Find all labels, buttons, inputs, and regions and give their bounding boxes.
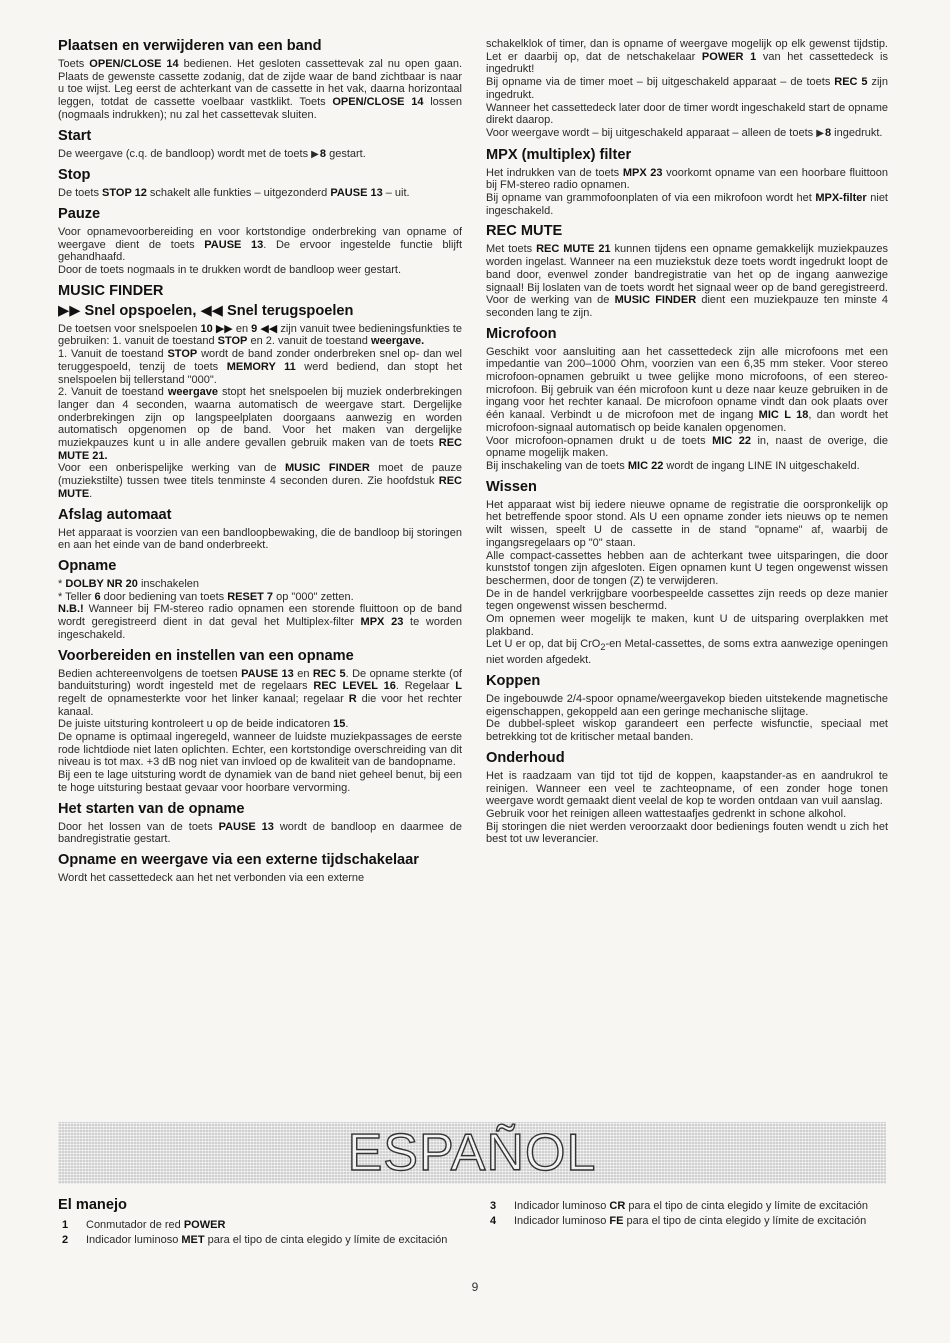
section-body: Toets OPEN/CLOSE 14 bedienen. Het gesloten cassettevak zal nu open gaan. Plaats de gewenste cassette zodanig, dat de zijde waar de band zichtbaar is naar u toe wijst. Leg eerst de achterkant van de cassette in het vak, daarna horizontaal leggen, totdat de cassette voelbaar vastklikt. Toets OPEN/CLOSE 14 lossen (nogmaals indrukken); nu zal het cassettevak sluiten.	[58, 58, 463, 121]
section-body: Voor opnamevoorbereiding en voor kortstondige onderbreking van opname of weergave dient de toets PAUSE 13. De ervoor ingestelde functie blijft gehandhaafd. Door de toets nogmaals in te drukken wordt de bandloop weer gestart.	[58, 225, 462, 277]
item-text: Conmutador de red POWER	[86, 1219, 226, 1231]
item-text: Indicador luminoso MET para el tipo de cinta elegido y límite de excitación	[86, 1233, 448, 1246]
right-section	[486, 673, 888, 744]
right-section	[486, 750, 888, 846]
left-section	[58, 648, 462, 795]
left-section	[58, 167, 462, 200]
list-item	[486, 1200, 888, 1213]
section-heading: Start	[58, 127, 92, 144]
item-text: Indicador luminoso CR para el tipo de cinta elegido y límite de excitación	[514, 1200, 869, 1212]
section-heading: Afslag automaat	[58, 506, 172, 523]
espanol-right-list	[486, 1200, 888, 1227]
section-heading: Microfoon	[486, 325, 557, 342]
section-body: Door het lossen van de toets PAUSE 13 wordt de bandloop en daarmee de bandregistratie gestart.	[58, 820, 463, 846]
item-number: 2	[62, 1233, 69, 1246]
right-section	[486, 38, 888, 141]
section-body: De toetsen voor snelspoelen 10 ▶▶ en 9 ◀◀ zijn vanuit twee bedieningsfunkties te gebruiken: 1. vanuit de toestand STOP en 2. vanuit de toestand weergave. 1. Vanuit de toestand STOP wordt de band zonder onderbreken snel op- dan wel teruggespoeld, tenzij de toets MEMORY 11 werd bediend, dan stopt het snelspoelen bij tellerstand "000". 2. Vanuit de toestand weergave stopt het snelspoelen bij muziek onderbrekingen langer dan 4 seconden, waarna automatisch de weergave start. Dergelijke onderbrekingen zijn op langspeelplaten doorgaans aanwezig en worden automatisch opgenomen op de band. Voor het maken van dergelijke muziekpauzes kunt u in alle andere gevallen gebruik maken van de toets REC MUTE 21. Voor een onberispelijke werking van de MUSIC FINDER moet de pauze (muziekstilte) tussen twee titels tenminste 4 seconden duren. Zie hoofdstuk REC MUTE.	[58, 322, 463, 500]
left-section	[58, 128, 462, 162]
espanol-left-list	[58, 1219, 462, 1246]
page-number: 9	[471, 1280, 479, 1294]
section-heading: Wissen	[486, 478, 537, 495]
right-section	[486, 223, 888, 319]
right-section	[486, 147, 888, 218]
section-body: * DOLBY NR 20 inschakelen * Teller 6 door bediening van toets RESET 7 op "000" zetten. N.B.! Wanneer bij FM-stereo radio opnamen een storende fluittoon op de band wordt geregistreerd dient in dat geval het Multiplex-filter MPX 23 te worden ingeschakeld.	[58, 577, 462, 641]
banner-title: ESPAÑOL	[347, 1124, 597, 1182]
section-heading: Plaatsen en verwijderen van een band	[58, 38, 322, 54]
section-body: schakelklok of timer, dan is opname of weergave mogelijk op elk gewenst tijdstip. Let er daarbij op, dat de netschakelaar POWER 1 van het cassettedeck is ingedrukt! Bij opname via de timer moet – bij uitgeschakeld apparaat – de toets REC 5 zijn ingedrukt. Wanneer het cassettedeck later door de timer wordt ingeschakeld start de opname direkt daarop. Voor weergave wordt – bij uitgeschakeld apparaat – alleen de toets ▶ 8 ingedrukt.	[486, 38, 889, 139]
section-heading: MUSIC FINDER	[58, 282, 164, 299]
left-section	[58, 801, 462, 846]
left-section	[58, 38, 462, 122]
language-banner	[58, 1122, 886, 1184]
section-body: Geschikt voor aansluiting aan het cassettedeck zijn alle microfoons met een impedantie van 200–1000 Ohm, voorzien van een 6,35 mm steker. Voor stereo microfoon-opnamen gebruikt u twee gelijke mono microfoons, of een stereo-microfoon. Bij gebruik van één microfoon kunt u deze naar keuze gebruiken in de ingang voor het rechter kanaal. De microfoon opname vindt dan ook plaats over één kanaal. Verbindt u de microfoon met de ingang MIC L 18, dan wordt het microfoon-signaal automatisch op beide kanalen opgenomen. Voor microfoon-opnamen drukt u de toets MIC 22 in, naast de overige, die opname mogelijk maken. Bij inschakeling van de toets MIC 22 wordt de ingang LINE IN uitgeschakeld.	[486, 345, 888, 472]
list-item	[486, 1215, 888, 1228]
right-section	[486, 479, 888, 667]
right-section	[486, 326, 888, 473]
section-heading: Het starten van de opname	[58, 800, 245, 817]
section-body: De weergave (c.q. de bandloop) wordt met de toets ▶ 8 gestart.	[58, 147, 366, 160]
espanol-heading: El manejo	[58, 1197, 127, 1213]
left-column	[58, 38, 462, 891]
section-heading: Stop	[58, 167, 91, 184]
section-heading: Voorbereiden en instellen van een opname	[58, 647, 354, 664]
section-heading: Pauze	[58, 205, 101, 222]
section-body: De toets STOP 12 schakelt alle funkties – uitgezonderd PAUSE 13 – uit.	[58, 187, 410, 200]
left-section	[58, 507, 462, 552]
list-item	[58, 1234, 462, 1247]
left-section	[58, 558, 462, 642]
section-body: De ingebouwde 2/4-spoor opname/weergavekop bieden uitstekende magnetische eigenschappen, gekoppeld aan een geringe mechanische slijtage. De dubbel-spleet wiskop garandeert een perfecte wisfunctie, speciaal met betrekking tot de kritischer metaal banden.	[486, 693, 888, 744]
section-body: Het apparaat wist bij iedere nieuwe opname de registratie die oorspronkelijk op het betreffende spoor stond. Als U een opname zonder iets nieuws op te nemen wilt wissen, speelt U de cassette in de stand "opname" af, waarbij de ingangsregelaars op "0" staan. Alle compact-cassettes hebben aan de achterkant twee uitsparingen, die door kunststof tongen zijn afgesloten. Eigen opnamen kunt U tegen ongewenst wissen beschermen, door de tongen (Z) te verwijderen. De in de handel verkrijgbare voorbespeelde cassettes zijn reeds op deze manier tegen ongewenst wissen beschermd. Om opnemen weer mogelijk te maken, kunt U de uitsparing overplakken met plakband. Let U er op, dat bij CrO$_2$-en Metal-cassettes, de soms extra aanwezige openingen niet worden afgedekt.	[486, 498, 888, 667]
section-heading: Opname en weergave via een externe tijdschakelaar	[58, 851, 419, 868]
section-body: Bedien achtereenvolgens de toetsen PAUSE 13 en REC 5. De opname sterkte (of banduitsturing) wordt ingesteld met de regelaars REC LEVEL 16. Regelaar L regelt de opnamesterkte voor het linker kanaal; regelaar R die voor het rechter kanaal. De juiste uitsturing kontroleert u op de beide indicatoren 15. De opname is optimaal ingeregeld, wanneer de luidste muziekpassages de eerste rode lichtdiode niet laten oplichten. Echter, een kortstondige overschreiding van dit niveau is tot max. +3 dB nog niet van invloed op de kwaliteit van de bandopname. Bij een te lage uitsturing wordt de dynamiek van de band niet geheel benut, bij een te hoge uitsturing bestaat gevaar voor hoorbare vervorming.	[58, 667, 463, 794]
item-text: Indicador luminoso FE para el tipo de cinta elegido y límite de excitación	[514, 1214, 867, 1227]
left-section	[58, 206, 462, 277]
section-heading: REC MUTE	[486, 223, 563, 240]
right-column	[486, 38, 888, 852]
section-subheading: ▶▶ Snel opspoelen, ◀◀ Snel terugspoelen	[58, 302, 354, 319]
item-number: 4	[490, 1214, 497, 1227]
left-section	[58, 283, 462, 501]
section-body: Het indrukken van de toets MPX 23 voorkomt opname van een hoorbare fluittoon bij FM-stereo radio opnamen. Bij opname van grammofoonplaten of via een mikrofoon wordt het MPX-filter niet ingeschakeld.	[486, 166, 888, 217]
section-body: Het is raadzaam van tijd tot tijd de koppen, kaapstander-as en aandrukrol te reinigen. Wanneer een veel te zachteopname, of een zonder hoge tonen weergave wordt gemaakt dient veelal de kop te worden ontdaan van vuil aanslag. Gebruik voor het reinigen alleen wattestaafjes gedrenkt in schone alkohol. Bij storingen die niet werden veroorzaakt door bedienings fouten wendt u zich het best tot uw leverancier.	[486, 769, 888, 846]
left-section	[58, 852, 462, 885]
espanol-right	[486, 1200, 888, 1229]
list-item	[58, 1219, 462, 1232]
section-heading: Onderhoud	[486, 749, 565, 766]
item-number: 3	[490, 1200, 497, 1212]
section-heading: Opname	[58, 557, 117, 574]
section-heading: MPX (multiplex) filter	[486, 146, 632, 163]
section-heading: Koppen	[486, 673, 541, 690]
section-body: Wordt het cassettedeck aan het net verbonden via een externe	[58, 871, 365, 884]
section-body: Het apparaat is voorzien van een bandloopbewaking, die de bandloop bij storingen en aan het einde van de band onderbreekt.	[58, 526, 462, 552]
item-number: 1	[62, 1219, 69, 1231]
section-body: Met toets REC MUTE 21 kunnen tijdens een opname gemakkelijk muziekpauzes worden ingelast. Wanneer na een muziekstuk deze toets wordt ingedrukt loopt de band door, evenwel zonder bandregistratie van het op de ingang aanwezige signaal! Bij loslaten van de toets wordt het signaal weer op de band geregistreerd. Voor de werking van de MUSIC FINDER dient een muziekpauze ten minste 4 seconden lang te zijn.	[486, 243, 889, 319]
espanol-left	[58, 1197, 462, 1248]
